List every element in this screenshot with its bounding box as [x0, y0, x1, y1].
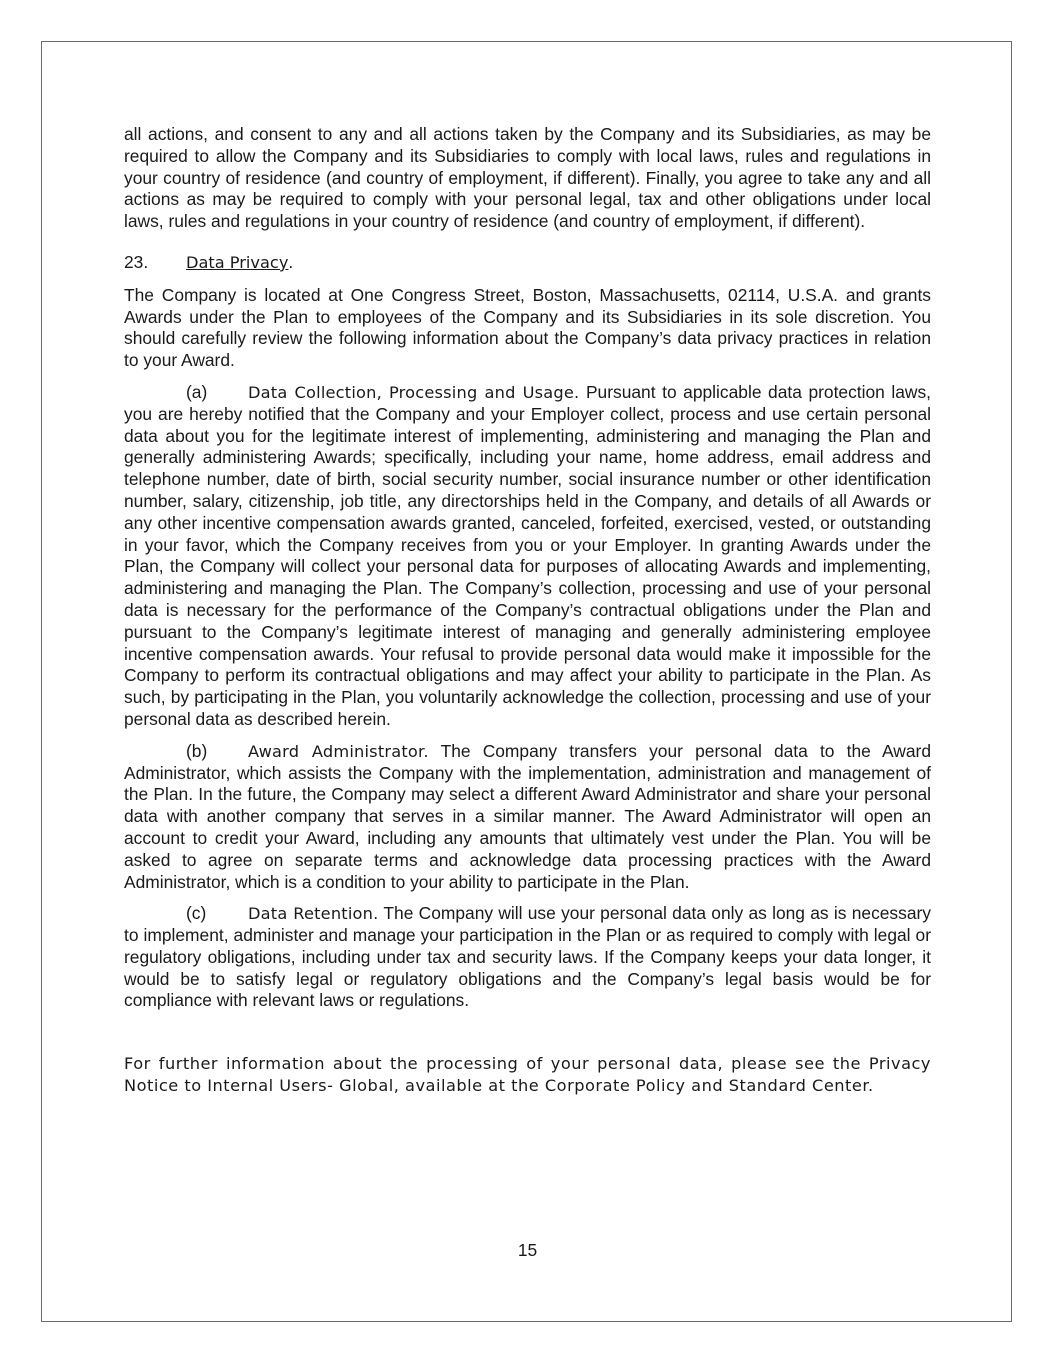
section-heading [124, 252, 931, 274]
subsection-c-text: The Company will use your personal data only as long as is necessary to implement, administer and manage your participation in the Plan or as required to comply with legal or regulatory obligations, including under tax and security laws. If the Company keeps your data longer, it would be to satisfy legal or regulatory obligations and the Company’s legal basis would be for compliance with relevant laws or regulations. [124, 903, 931, 1011]
subsection-a-text: Pursuant to applicable data protection laws, you are hereby notified that the Company and your Employer collect, process and use certain personal data about you for the legitimate interest of implementing, administering and managing the Plan and generally administering Awards; specifically, including your name, home address, email address and telephone number, date of birth, social security number, social insurance number or other identification number, salary, citizenship, job title, any directorships held in the Company, and details of all Awards or any other incentive compensation awards granted, canceled, forfeited, exercised, vested, or outstanding in your favor, which the Company receives from you or your Employer. In granting Awards under the Plan, the Company will collect your personal data for purposes of allocating Awards and implementing, administering and managing the Plan. The Company’s collection, processing and use of your personal data is necessary for the performance of the Company’s contractual obligations under the Plan and pursuant to the Company’s legitimate interest of managing and generally administering employee incentive compensation awards. Your refusal to provide personal data would make it impossible for the Company to perform its contractual obligations and may affect your ability to participate in the Plan. As such, by participating in the Plan, you voluntarily acknowledge the collection, processing and use of your personal data as described herein. [124, 381, 931, 729]
subsection-c [124, 903, 931, 1012]
subsection-c-label: (c) [186, 903, 207, 924]
section-title-suffix: . [288, 251, 294, 272]
subsection-b-title: Award Administrator. [248, 741, 429, 761]
subsection-b-label: (b) [186, 740, 208, 761]
subsection-b-text: The Company transfers your personal data to the Award Administrator, which assists the Company with the implementation, administration and management of the Plan. In the future, the Company may select a different Award Administrator and share your personal data with another company that serves in a similar manner. The Award Administrator will open an account to credit your Award, including any amounts that ultimately vest under the Plan. You will be asked to agree on separate terms and acknowledge data processing practices with the Award Administrator, which is a condition to your ability to participate in the Plan. [124, 740, 932, 892]
section-number: 23. [124, 251, 149, 272]
subsection-c-title: Data Retention. [248, 904, 379, 924]
subsection-a-title: Data Collection, Processing and Usage. [248, 382, 580, 402]
further-info-paragraph: For further information about the processing of your personal data, please see the Privacy Notice to Internal Users- Global, available at the Corporate Policy and Standard Center. [124, 1054, 931, 1096]
subsection-a [124, 382, 931, 731]
intro-paragraph: all actions, and consent to any and all actions taken by the Company and its Subsidiaries, as may be required to allow the Company and its Subsidiaries to comply with local laws, rules and regulations in your country of residence (and country of employment, if different). Finally, you agree to take any and all actions as may be required to comply with your personal legal, tax and other obligations under local laws, rules and regulations in your country of residence (and country of employment, if different). [124, 124, 931, 232]
page-number: 15 [517, 1240, 538, 1260]
document-body [124, 124, 931, 1097]
section-title: Data Privacy [186, 252, 289, 272]
company-paragraph: The Company is located at One Congress Street, Boston, Massachusetts, 02114, U.S.A. and grants Awards under the Plan to employees of the Company and its Subsidiaries in its sole discretion. You should carefully review the following information about the Company’s data privacy practices in relation to your Award. [124, 284, 931, 371]
subsection-b [124, 741, 931, 894]
subsection-a-label: (a) [186, 381, 208, 402]
